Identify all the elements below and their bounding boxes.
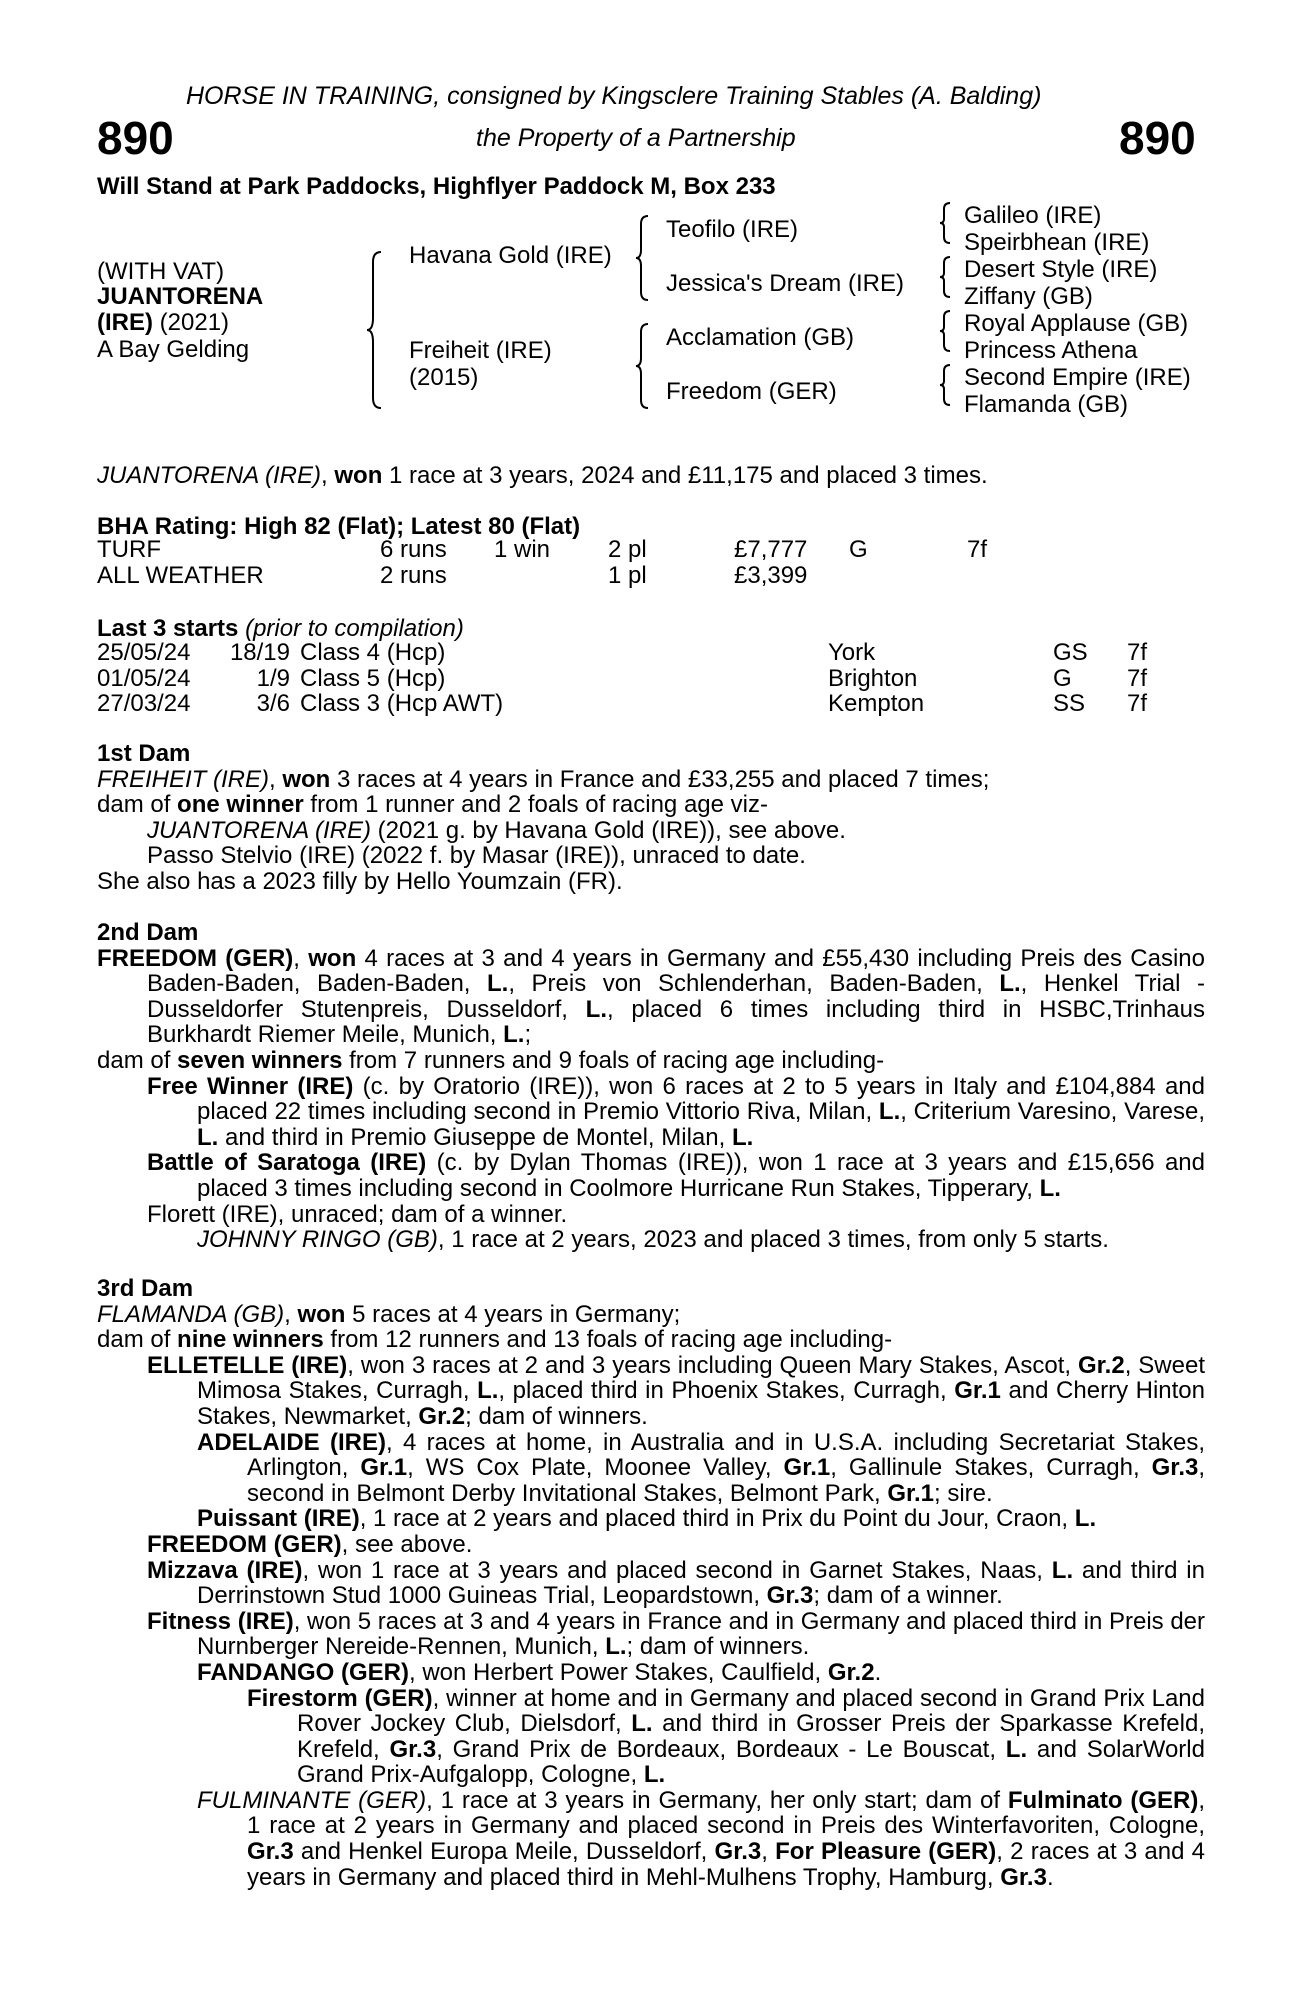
second-dam-foal-2: Battle of Saratoga (IRE) (c. by Dylan Thomas (IRE)), won 1 race at 3 years and £15,656 and placed 3 times including second in Coolmore Hurricane Run Stakes, Tipperary, L.	[147, 1149, 1205, 1202]
gg-1: Galileo (IRE)	[964, 202, 1102, 229]
lot-number-right: 890	[1119, 112, 1196, 164]
pedigree-brace-ss	[938, 201, 956, 245]
first-dam-foal-1: JUANTORENA (IRE) (2021 g. by Havana Gold (IRE)), see above.	[147, 816, 846, 844]
sire-name: Havana Gold (IRE)	[409, 242, 612, 269]
horse-description: A Bay Gelding	[97, 336, 250, 363]
fandango-entry: FANDANGO (GER), won Herbert Power Stakes, Caulfield, Gr.2.	[197, 1658, 882, 1686]
lot-number-left: 890	[97, 112, 174, 164]
pedigree-sire-brace	[634, 214, 656, 302]
rating-table	[97, 537, 987, 588]
pedigree-main-brace	[365, 250, 395, 410]
pedigree-brace-sd	[938, 255, 956, 299]
first-dam-foal-2: Passo Stelvio (IRE) (2022 f. by Masar (IRE)), unraced to date.	[147, 842, 806, 870]
table-row: 27/03/24 3/6 Class 3 (Hcp AWT) Kempton SS 7f	[97, 690, 1148, 717]
dam-dam: Freedom (GER)	[666, 378, 837, 405]
second-dam-grandfoal: JOHNNY RINGO (GB), 1 race at 2 years, 2023 and placed 3 times, from only 5 starts.	[197, 1226, 1109, 1254]
firestorm-entry: Firestorm (GER), winner at home and in Germany and placed second in Grand Prix Land Rover Jockey Club, Dielsdorf, L. and third in Grosser Preis der Sparkasse Krefeld, Krefeld, Gr.3, Grand Prix de Bordeaux, Bordeaux - Le Bouscat, L. and SolarWorld Grand Prix-Aufgalopp, Cologne, L.	[247, 1684, 1205, 1789]
consignor-line: HORSE IN TRAINING, consigned by Kingsclere Training Stables (A. Balding)	[186, 82, 1042, 110]
dam-sire: Acclamation (GB)	[666, 324, 855, 351]
last-starts-table	[97, 640, 1147, 717]
dam-name: Freiheit (IRE)	[409, 337, 552, 364]
gg-4: Ziffany (GB)	[964, 283, 1093, 310]
gg-6: Princess Athena	[964, 337, 1138, 364]
third-dam-heading: 3rd Dam	[97, 1275, 194, 1302]
gg-2: Speirbhean (IRE)	[964, 229, 1150, 256]
third-dam-section	[97, 1276, 1205, 1890]
second-dam-section	[97, 920, 1205, 1253]
second-dam-produce: dam of seven winners from 7 runners and 9 foals of racing age including-	[97, 1046, 885, 1074]
third-dam-record: FLAMANDA (GB), won 5 races at 4 years in Germany;	[97, 1300, 681, 1328]
gg-8: Flamanda (GB)	[964, 391, 1129, 418]
table-row: ALL WEATHER 2 runs 1 pl £3,399	[97, 561, 808, 589]
adelaide-entry: ADELAIDE (IRE), 4 races at home, in Australia and in U.S.A. including Secretariat Stakes, Arlington, Gr.1, WS Cox Plate, Moonee Valley, Gr.1, Gallinule Stakes, Curragh, Gr.3, second in Belmont Derby Invitational Stakes, Belmont Park, Gr.1; sire.	[197, 1428, 1206, 1507]
third-dam-produce: dam of nine winners from 12 runners and 13 foals of racing age including-	[97, 1326, 893, 1354]
property-line: the Property of a Partnership	[476, 124, 796, 152]
second-dam-heading: 2nd Dam	[97, 919, 199, 946]
dam-year: (2015)	[409, 364, 479, 391]
race-summary: JUANTORENA (IRE), won 1 race at 3 years, 2024 and £11,175 and placed 3 times.	[97, 462, 988, 489]
second-dam-foal-3: Florett (IRE), unraced; dam of a winner.	[147, 1200, 568, 1228]
last-starts-heading: Last 3 starts (prior to compilation)	[97, 615, 464, 642]
first-dam-section	[97, 741, 1205, 895]
fulminante-entry: FULMINANTE (GER), 1 race at 3 years in Germany, her only start; dam of Fulminato (GER), 1 race at 2 years in Germany and placed second in Preis des Winterfavoriten, Cologne, Gr.3 and Henkel Europa Meile, Dusseldorf, Gr.3, For Pleasure (GER), 2 races at 3 and 4 years in Germany and placed third in Mehl-Mulhens Trophy, Hamburg, Gr.3.	[197, 1786, 1206, 1891]
table-row: TURF 6 runs 1 win 2 pl £7,777 G 7f	[97, 536, 988, 563]
table-row: 01/05/24 1/9 Class 5 (Hcp) Brighton G 7f	[97, 664, 1148, 692]
gg-3: Desert Style (IRE)	[964, 256, 1158, 283]
sire-sire: Teofilo (IRE)	[666, 216, 799, 243]
freedom-entry: FREEDOM (GER), see above.	[147, 1530, 473, 1558]
pedigree-dam-brace	[634, 322, 656, 410]
pedigree-brace-dd	[938, 363, 956, 407]
pedigree-brace-ds	[938, 309, 956, 353]
horse-country-year: (IRE) (2021)	[97, 309, 230, 336]
first-dam-note: She also has a 2023 filly by Hello Youmzain (FR).	[97, 867, 623, 895]
gg-7: Second Empire (IRE)	[964, 364, 1191, 391]
first-dam-record: FREIHEIT (IRE), won 3 races at 4 years in France and £33,255 and placed 7 times;	[97, 765, 990, 793]
table-row: 25/05/24 18/19 Class 4 (Hcp) York GS 7f	[97, 639, 1148, 666]
second-dam-record: FREEDOM (GER), won 4 races at 3 and 4 years in Germany and £55,430 including Preis des Casino Baden-Baden, Baden-Baden, L., Preis von Schlenderhan, Baden-Baden, L., Henkel Trial - Dusseldorfer Stutenpreis, Dusseldorf, L., placed 6 times including third in HSBC,Trinhaus Burkhardt Riemer Meile, Munich, L.;	[97, 944, 1205, 1049]
fitness-entry: Fitness (IRE), won 5 races at 3 and 4 years in France and in Germany and placed third in Preis der Nurnberger Nereide-Rennen, Munich, L.; dam of winners.	[147, 1607, 1206, 1661]
bha-rating: BHA Rating: High 82 (Flat); Latest 80 (Flat)	[97, 513, 581, 540]
elletelle-entry: ELLETELLE (IRE), won 3 races at 2 and 3 years including Queen Mary Stakes, Ascot, Gr.2, Sweet Mimosa Stakes, Curragh, L., placed third in Phoenix Stakes, Curragh, Gr.1 and Cherry Hinton Stakes, Newmarket, Gr.2; dam of winners.	[147, 1351, 1205, 1430]
gg-5: Royal Applause (GB)	[964, 310, 1189, 337]
second-dam-foal-1: Free Winner (IRE) (c. by Oratorio (IRE)), won 6 races at 2 to 5 years in Italy and £104,884 and placed 22 times including second in Premio Vittorio Riva, Milan, L., Criterium Varesino, Varese, L. and third in Premio Giuseppe de Montel, Milan, L.	[147, 1072, 1206, 1151]
location-line: Will Stand at Park Paddocks, Highflyer Paddock M, Box 233	[97, 173, 776, 200]
sire-dam: Jessica's Dream (IRE)	[666, 270, 904, 297]
puissant-entry: Puissant (IRE), 1 race at 2 years and placed third in Prix du Point du Jour, Craon, L.	[197, 1505, 1097, 1533]
mizzava-entry: Mizzava (IRE), won 1 race at 3 years and placed second in Garnet Stakes, Naas, L. and third in Derrinstown Stud 1000 Guineas Trial, Leopardstown, Gr.3; dam of a winner.	[147, 1556, 1205, 1610]
horse-name: JUANTORENA	[97, 283, 264, 310]
vat-label: (WITH VAT)	[97, 258, 225, 285]
first-dam-heading: 1st Dam	[97, 740, 191, 767]
first-dam-produce: dam of one winner from 1 runner and 2 foals of racing age viz-	[97, 791, 768, 819]
